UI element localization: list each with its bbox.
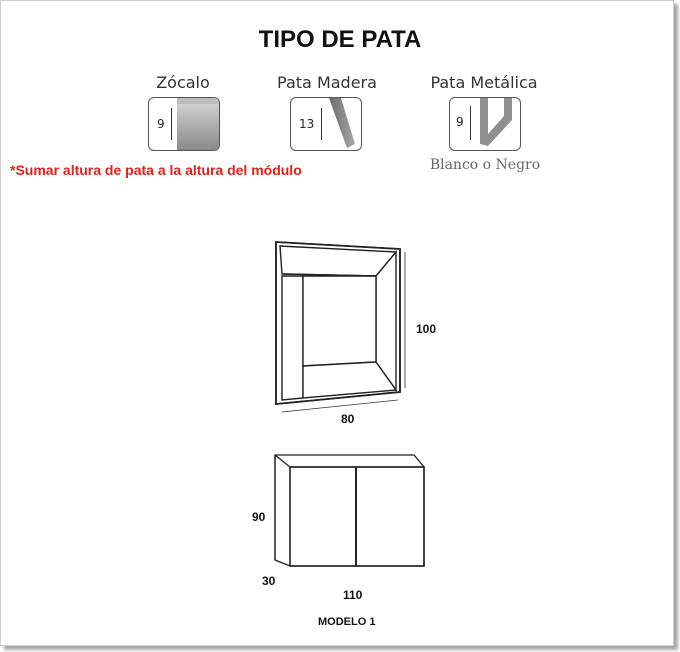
leg-label-madera: Pata Madera xyxy=(277,73,377,92)
cabinet-width-dimension: 110 xyxy=(343,588,363,602)
panel-height-dimension: 100 xyxy=(416,322,437,336)
leg-height-metalica: 9 xyxy=(456,115,464,129)
cabinet-depth-dimension: 30 xyxy=(262,574,276,588)
leg-label-zocalo: Zócalo xyxy=(156,73,210,92)
model-label: MODELO 1 xyxy=(318,616,376,628)
leg-label-metalica: Pata Metálica xyxy=(430,73,538,92)
metal-finish-label: Blanco o Negro xyxy=(429,157,541,173)
leg-height-zocalo: 9 xyxy=(157,117,165,131)
cabinet-height-dimension: 90 xyxy=(252,510,266,524)
page-title: TIPO DE PATA xyxy=(258,26,422,53)
cabinet-drawing xyxy=(275,455,424,566)
leg-height-note: *Sumar altura de pata a la altura del módulo xyxy=(10,162,302,178)
wall-panel-drawing xyxy=(276,242,400,404)
leg-height-madera: 13 xyxy=(299,117,315,131)
panel-width-dimension: 80 xyxy=(341,412,355,426)
